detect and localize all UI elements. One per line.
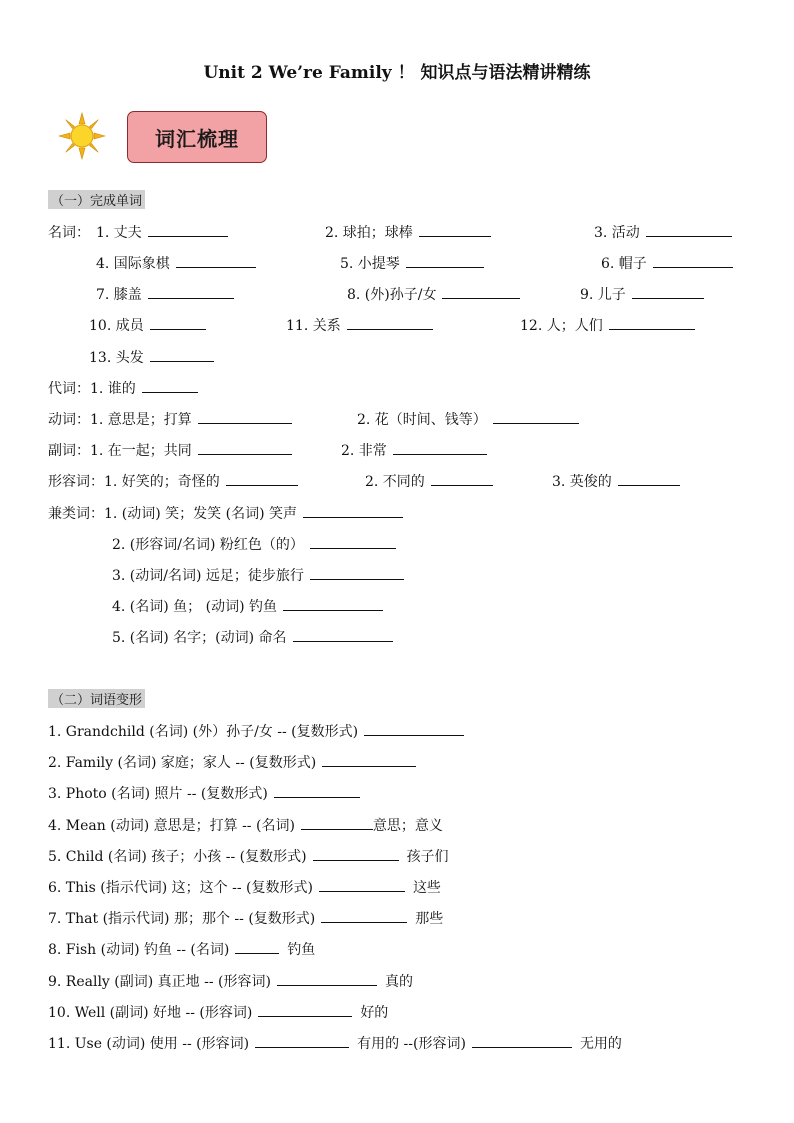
- wordform-item: 9. Really (副词) 真正地 -- (形容词) 真的: [48, 974, 413, 990]
- noun-item: 3. 活动: [594, 222, 732, 242]
- sun-icon: [58, 112, 106, 160]
- section1-heading: （一）完成单词: [48, 190, 145, 209]
- wordform-item: 8. Fish (动词) 钓鱼 -- (名词) 钓鱼: [48, 942, 316, 958]
- wordform-item: 1. Grandchild (名词) (外）孙子/女 -- (复数形式): [48, 721, 464, 741]
- pronoun-row: 代词：1. 谁的: [48, 378, 198, 398]
- page-title: Unit 2 We’re Family ！ 知识点与语法精讲精练: [203, 63, 591, 83]
- vocab-badge: 词汇梳理: [127, 111, 267, 163]
- noun-label: 名词：: [48, 225, 90, 241]
- noun-item: 4. 国际象棋: [96, 253, 256, 273]
- wordform-item: 10. Well (副词) 好地 -- (形容词) 好的: [48, 1005, 389, 1021]
- verb-item: 2. 花（时间、钱等）: [357, 409, 579, 429]
- multi-item: 4. (名词) 鱼； (动词) 钓鱼: [112, 596, 383, 616]
- multi-item: 3. (动词/名词) 远足；徒步旅行: [112, 565, 404, 585]
- adj-row: 形容词：1. 好笑的；奇怪的: [48, 471, 298, 491]
- noun-item: 1. 丈夫: [96, 222, 228, 242]
- wordform-item: 11. Use (动词) 使用 -- (形容词) 有用的 --(形容词) 无用的: [48, 1036, 622, 1052]
- section2-heading: （二）词语变形: [48, 689, 145, 708]
- noun-item: 8. (外)孙子/女: [347, 284, 520, 304]
- adj-item: 2. 不同的: [365, 471, 493, 491]
- noun-item: 7. 膝盖: [96, 284, 234, 304]
- noun-item: 6. 帽子: [601, 253, 733, 273]
- noun-item: 10. 成员: [89, 315, 206, 335]
- wordform-item: 2. Family (名词) 家庭；家人 -- (复数形式): [48, 752, 416, 772]
- wordform-item: 5. Child (名词) 孩子；小孩 -- (复数形式) 孩子们: [48, 849, 449, 865]
- noun-item: 11. 关系: [286, 315, 433, 335]
- wordform-item: 7. That (指示代词) 那；那个 -- (复数形式) 那些: [48, 911, 444, 927]
- adj-item: 3. 英俊的: [552, 471, 680, 491]
- verb-row: 动词：1. 意思是；打算: [48, 409, 292, 429]
- noun-item: 5. 小提琴: [340, 253, 484, 273]
- noun-item: 13. 头发: [89, 347, 214, 367]
- multi-row: 兼类词：1. (动词) 笑；发笑 (名词) 笑声: [48, 503, 403, 523]
- wordform-item: 3. Photo (名词) 照片 -- (复数形式): [48, 783, 360, 803]
- adverb-row: 副词：1. 在一起；共同: [48, 440, 292, 460]
- wordform-item: 6. This (指示代词) 这；这个 -- (复数形式) 这些: [48, 880, 441, 896]
- noun-item: 9. 儿子: [580, 284, 704, 304]
- adverb-item: 2. 非常: [341, 440, 487, 460]
- wordform-item: 4. Mean (动词) 意思是；打算 -- (名词) 意思；意义: [48, 818, 443, 834]
- noun-item: 12. 人；人们: [520, 315, 695, 335]
- noun-item: 2. 球拍；球棒: [325, 222, 491, 242]
- multi-item: 5. (名词) 名字；(动词) 命名: [112, 627, 393, 647]
- multi-item: 2. (形容词/名词) 粉红色（的）: [112, 534, 396, 554]
